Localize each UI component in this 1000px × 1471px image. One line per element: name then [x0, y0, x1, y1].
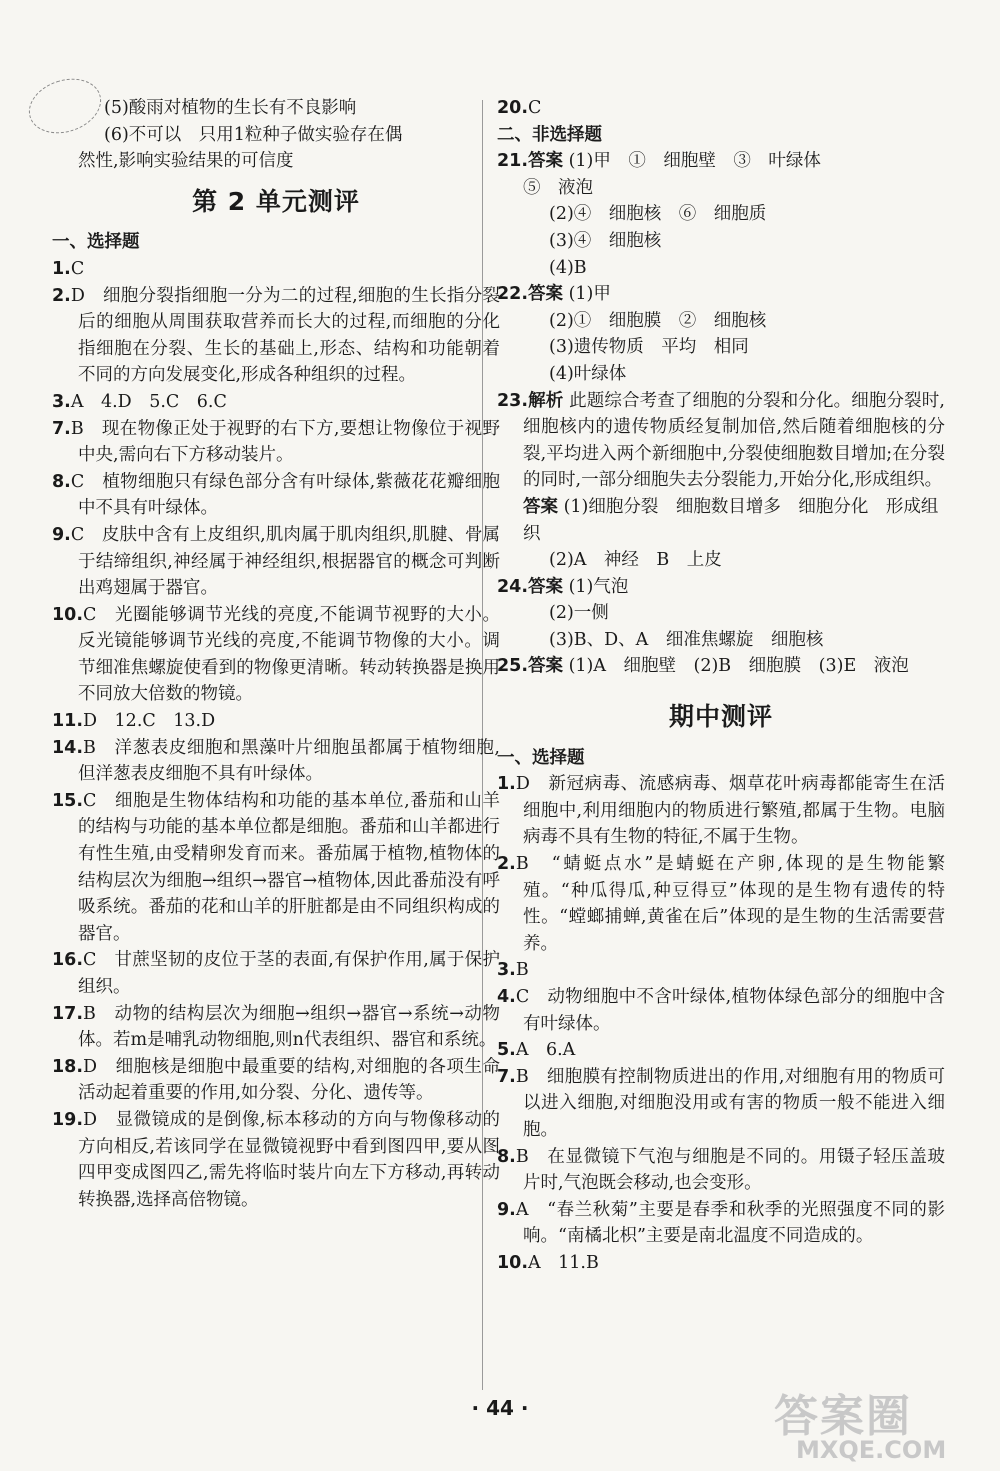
item-text: B 现在物像正处于视野的右下方,要想让物像位于视野中央,需向右下方移动装片。 — [70, 418, 500, 466]
item-text: (1)甲 — [568, 284, 611, 305]
right-answer-list — [497, 771, 945, 1276]
item-number: 24. — [497, 576, 529, 597]
item-number: 21. — [497, 151, 529, 172]
item-number: 4. — [497, 987, 516, 1007]
answer-line: (3)B、D、A 细准焦螺旋 细胞核 — [549, 629, 824, 650]
answer-item — [497, 388, 945, 494]
item-text: C 皮肤中含有上皮组织,肌肉属于肌肉组织,肌腱、骨属于结缔组织,神经属于神经组织,根据器官的概念可判断出鸡翅属于器官。 — [70, 524, 500, 599]
item-text: C 光圈能够调节光线的亮度,不能调节视野的大小。反光镜能够调节光线的亮度,不能调节物像的大小。调节细准焦螺旋使看到的物像更清晰。转动转换器是换用不同放大倍数的物镜。 — [78, 604, 500, 705]
answer-item — [52, 788, 500, 948]
item-number: 1. — [497, 774, 516, 795]
item-number: 19. — [52, 1109, 84, 1130]
answer-item — [52, 602, 500, 708]
watermark-logo — [774, 1380, 984, 1465]
answer-line: (2)A 神经 B 上皮 — [549, 550, 722, 571]
answer-item — [497, 574, 945, 601]
item-text: (1)气泡 — [568, 576, 629, 597]
item-text: C 细胞是生物体结构和功能的基本单位,番茄和山羊的结构与功能的基本单位都是细胞。番茄和山羊都进行有性生殖,由受精卵发育而来。番茄属于植物,植物体的结构层次为细胞→组织→器官→植物体,因此番茄没有呼吸系统。番茄的花和山羊的肝脏都是由不同组织构成的器官。 — [78, 790, 500, 944]
intro-line: 然性,影响实验结果的可信度 — [78, 151, 294, 172]
analysis-head: 解析 — [528, 390, 564, 411]
answer-item — [52, 947, 500, 1000]
item-text: C — [70, 258, 85, 279]
item-number: 16. — [52, 950, 84, 971]
item-number: 2. — [497, 854, 516, 875]
answer-item — [52, 256, 500, 283]
item-text: C 动物细胞中不含叶绿体,植物体绿色部分的细胞中含有叶绿体。 — [515, 987, 945, 1034]
answer-head: 答案 — [528, 151, 564, 172]
answer-item — [497, 1144, 945, 1197]
answer-head: 答案 — [528, 284, 564, 305]
answer-line: (3)遗传物质 平均 相同 — [549, 337, 749, 358]
answer-text: (1)细胞分裂 细胞数目增多 细胞分化 形成组织 — [523, 496, 939, 544]
answer-head: 答案 — [528, 576, 564, 597]
item-text: B “蜻蜓点水”是蜻蜓在产卵,体现的是生物能繁殖。“种瓜得瓜,种豆得豆”体现的是生物有遗传的特性。“螳螂捕蝉,黄雀在后”体现的是生物的生活需要营养。 — [515, 854, 945, 954]
answer-line: (3)④ 细胞核 — [549, 230, 662, 251]
item-text: (1)A 细胞壁 (2)B 细胞膜 (3)E 液泡 — [568, 656, 909, 677]
answer-line: (4)B — [549, 257, 587, 278]
item-text: A 4.D 5.C 6.C — [70, 391, 227, 412]
item-number: 23. — [497, 390, 529, 411]
item-number: 3. — [497, 960, 516, 981]
item-text: C 甘蔗坚韧的皮位于茎的表面,有保护作用,属于保护组织。 — [78, 950, 500, 997]
left-column — [52, 95, 500, 1213]
item-text: 此题综合考查了细胞的分裂和分化。细胞分裂时,细胞核内的遗传物质经复制加倍,然后随着细胞核的分裂,平均进入两个新细胞中,分裂使细胞数目增加;在分裂的同时,一部分细胞失去分裂能力,开始分化,形成组织。 — [523, 390, 945, 491]
item-number: 17. — [52, 1003, 84, 1024]
item-text: D 12.C 13.D — [83, 711, 216, 732]
midterm-title: 期中测评 — [668, 702, 773, 732]
item-text: C 植物细胞只有绿色部分含有叶绿体,紫薇花花瓣细胞中不具有叶绿体。 — [70, 471, 500, 519]
item-text: B 在显微镜下气泡与细胞是不同的。用镊子轻压盖玻片时,气泡既会移动,也会变形。 — [515, 1146, 945, 1194]
nonchoice-section-label: 二、非选择题 — [497, 124, 602, 145]
unit-title: 第 2 单元测评 — [192, 186, 360, 216]
item-text: B 动物的结构层次为细胞→组织→器官→系统→动物体。若m是哺乳动物细胞,则n代表组织、器官和系统。 — [78, 1003, 500, 1051]
answer-item — [497, 148, 945, 175]
answer-item — [497, 957, 945, 984]
answer-item — [497, 1250, 945, 1277]
item-number: 5. — [497, 1040, 516, 1061]
item-number: 10. — [497, 1252, 529, 1273]
answer-line: ⑤ 液泡 — [523, 177, 593, 198]
answer-line: (4)叶绿体 — [549, 363, 627, 384]
item-number: 1. — [52, 258, 71, 279]
answer-item — [497, 1064, 945, 1144]
item-text: D 细胞分裂指细胞一分为二的过程,细胞的生长指分裂后的细胞从周围获取营养而长大的过程,而细胞的分化指细胞在分裂、生长的基础上,形态、结构和功能朝着不同的方向发展变化,形成各种组织的过程。 — [70, 285, 500, 386]
intro-line: (6)不可以 只用1粒种子做实验存在偶 — [104, 124, 403, 145]
watermark-sub: MXQE.COM — [796, 1436, 947, 1464]
answer-line: (2)一侧 — [549, 603, 609, 624]
item-text: A 6.A — [515, 1040, 576, 1061]
item-text: B 细胞膜有控制物质进出的作用,对细胞有用的物质可以进入细胞,对细胞没用或有害的物质一般不能进入细胞。 — [515, 1066, 945, 1140]
item-number: 2. — [52, 285, 71, 306]
answer-item — [52, 1054, 500, 1107]
answer-item — [52, 708, 500, 735]
item-number: 9. — [52, 524, 71, 545]
item-text: (1)甲 ① 细胞壁 ③ 叶绿体 — [568, 151, 821, 172]
item-number: 11. — [52, 711, 84, 732]
choice-section-label: 一、选择题 — [52, 232, 140, 253]
answer-item — [497, 771, 945, 851]
item-number: 14. — [52, 737, 84, 758]
item-number: 7. — [52, 418, 71, 439]
answer-item — [52, 735, 500, 788]
watermark-main: 答案圈 — [774, 1391, 912, 1442]
item-number: 3. — [52, 391, 71, 412]
item-number: 10. — [52, 604, 84, 625]
left-answer-list — [52, 256, 500, 1213]
answer-item — [52, 522, 500, 602]
item-text: B 洋葱表皮细胞和黑藻叶片细胞虽都属于植物细胞,但洋葱表皮细胞不具有叶绿体。 — [78, 737, 500, 785]
answer-item — [497, 95, 945, 122]
answer-line: (2)④ 细胞核 ⑥ 细胞质 — [549, 204, 767, 225]
answer-head: 答案 — [523, 496, 558, 517]
item-text: D 细胞核是细胞中最重要的结构,对细胞的各项生命活动起着重要的作用,如分裂、分化、遗传等。 — [78, 1056, 500, 1104]
answer-item — [497, 653, 945, 680]
item-number: 8. — [497, 1146, 516, 1167]
item-text: A 11.B — [528, 1252, 599, 1273]
item-number: 7. — [497, 1066, 516, 1087]
answer-item — [497, 851, 945, 957]
answer-item — [497, 984, 945, 1037]
item-number: 20. — [497, 98, 529, 118]
answer-item — [497, 1037, 945, 1064]
item-text: D 显微镜成的是倒像,标本移动的方向与物像移动的方向相反,若该同学在显微镜视野中看到图四甲,要从图四甲变成图四乙,需先将临时装片向左下方移动,再转动转换器,选择高倍物镜。 — [78, 1109, 500, 1210]
item-text: B — [515, 960, 529, 981]
item-number: 8. — [52, 471, 71, 492]
answer-line — [497, 494, 945, 547]
answer-item — [52, 283, 500, 389]
answer-item — [52, 469, 500, 522]
item-text: A “春兰秋菊”主要是春季和秋季的光照强度不同的影响。“南橘北枳”主要是南北温度不同造成的。 — [515, 1199, 945, 1247]
item-number: 15. — [52, 790, 84, 811]
answer-item — [52, 1107, 500, 1213]
page-number: · 44 · — [471, 1396, 529, 1420]
answer-item — [52, 389, 500, 416]
intro-line: (5)酸雨对植物的生长有不良影响 — [104, 98, 357, 118]
answer-line: (2)① 细胞膜 ② 细胞核 — [549, 310, 767, 331]
answer-item — [497, 1197, 945, 1250]
answer-item — [497, 281, 945, 308]
answer-item — [52, 416, 500, 469]
item-text: D 新冠病毒、流感病毒、烟草花叶病毒都能寄生在活细胞中,利用细胞内的物质进行繁殖,都属于生物。电脑病毒不具有生物的特征,不属于生物。 — [515, 774, 945, 848]
item-number: 22. — [497, 284, 529, 305]
item-number: 25. — [497, 656, 529, 677]
answer-item — [52, 1001, 500, 1054]
item-number: 18. — [52, 1056, 84, 1077]
answer-head: 答案 — [528, 656, 564, 677]
item-text: C — [528, 98, 542, 118]
item-number: 9. — [497, 1199, 516, 1220]
choice-section-label: 一、选择题 — [497, 747, 585, 768]
right-column — [497, 95, 945, 1277]
